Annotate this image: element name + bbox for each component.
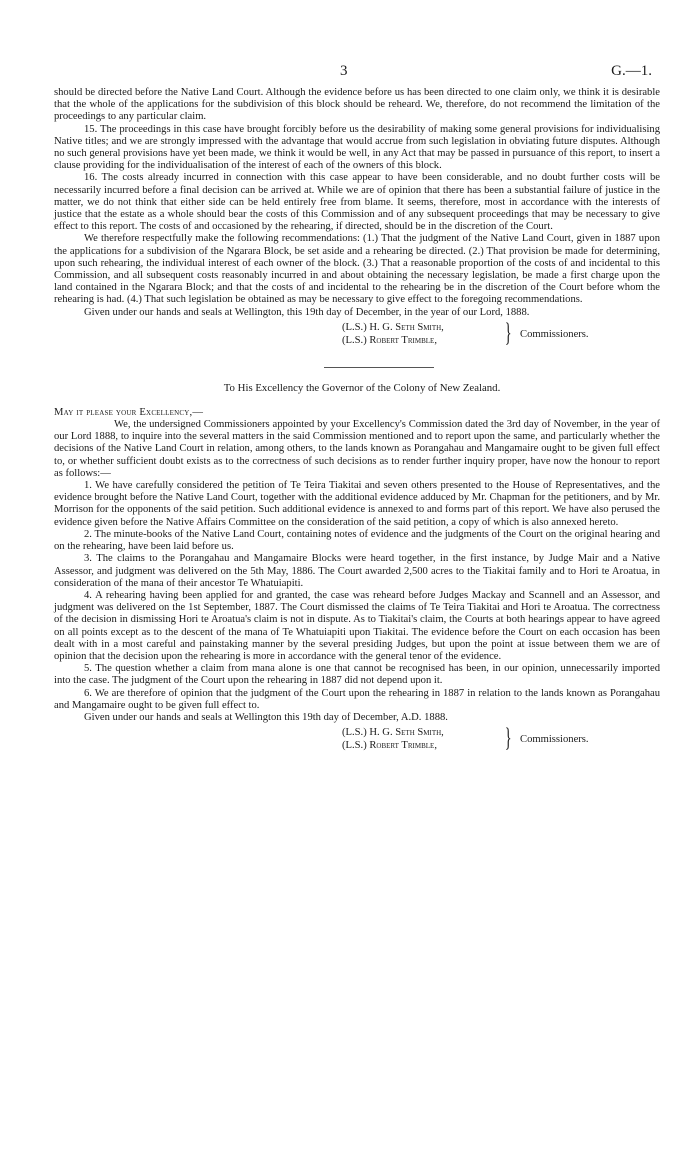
paragraph: 1. We have carefully considered the petition of Te Teira Tiakitai and seven others presented to the House of Representatives, and the evidence brought before the Native Land Court, together with the additional evidence adduced by Mr. Chapman for the petitioners, and by Mr. Morrison for the opponents of the said petition. Such additional evidence is annexed to and forms part of this report. We have also perused the evidence given before the Native Affairs Committee on the consideration of the said petition, a copy of which is also annexed hereto. xyxy=(54,480,660,528)
paragraph: We, the undersigned Commissioners appointed by your Excellency's Commission dated the 3rd day of November, in the year of our Lord 1888, to inquire into the several matters in the said Commission mentioned and to report upon the same, and particularly whether the decisions of the Native Land Court in relation, among others, to the lands known as Porangahau and Mangamaire ought to be given full effect to, or whether sufficient doubt exists as to the correctness of such decisions as to render further inquiry proper, have now the honour to report as follows:— xyxy=(54,419,660,479)
signatories xyxy=(342,726,444,752)
paragraph: should be directed before the Native Land Court. Although the evidence before us has been directed to one claim only, we think it is desirable that the whole of the applications for the subdivision of this block should be reheard. We, therefore, do not recommend the limitation of the proceedings to any particular claim. xyxy=(54,87,660,123)
paragraph: We therefore respectfully make the following recommendations: (1.) That the judgment of the Native Land Court, given in 1887 upon the applications for a subdivision of the Ngarara Block, be set aside and a rehearing be directed. (2.) That provision be made for determining, upon such rehearing, the individual interest of each owner of the block. (3.) That a reasonable proportion of the costs of and incidental to this Commission, and all subsequent costs reasonably incurred in and about obtaining the necessary legislation, be made a first charge upon the land contained in the Ngarara Block; and that the costs of and incidental to the rehearing be in the discretion of the Court before whom the rehearing is had. (4.) That such legislation be obtained as may be necessary to give effect to the foregoing recommendations. xyxy=(54,233,660,306)
signatory-line: (L.S.) H. G. Seth Smith, xyxy=(342,727,444,739)
paragraph: 15. The proceedings in this case have brought forcibly before us the desirability of making some general provisions for individualising Native titles; and we are strongly impressed with the advantage that would accrue from such legislation in obviating future disputes. Although no such general provisions have yet been made, we think it would be well, in any Act that may be passed in pursuance of this report, to insert a clause providing for the individualisation of the interest of each of the owners of this block. xyxy=(54,123,660,172)
signature-block xyxy=(54,317,660,349)
paragraph: 5. The question whether a claim from mana alone is one that cannot be recognised has been, in our opinion, unnecessarily imported into the case. The judgment of the Court upon the rehearing in 1887 did not depend upon it. xyxy=(54,663,660,687)
signature-block xyxy=(54,723,660,754)
address-line: To His Excellency the Governor of the Colony of New Zealand. xyxy=(223,381,501,394)
paragraph: Given under our hands and seals at Wellington, this 19th day of December, in the year of our Lord, 1888. xyxy=(84,306,530,318)
paragraph: 2. The minute-books of the Native Land Court, containing notes of evidence and the judgments of the Court on the original hearing and on the rehearing, have been laid before us. xyxy=(54,528,660,553)
paragraph: 4. A rehearing having been applied for and granted, the case was reheard before Judges Mackay and Scannell and an Assessor, and judgment was delivered on the 1st September, 1887. The Court dismissed the claims of Te Teira Tiakitai and Hori te Aroatua. The correctness of the decision in dismissing Hori te Aroatua's claim is not in dispute. As to Tiakitai's claim, the Courts at both hearings appear to have agreed on all points except as to the descent of the mana of Te Whatuiapiti upon Tiakitai. The evidence before the Court on each occasion has been dealt with in a most careful and painstaking manner by the several presiding Judges, but upon the point at issue between them we are of opinion that the decision upon the rehearing is more in accordance with the general tenor of the evidence. xyxy=(54,589,660,662)
paragraph: 3. The claims to the Porangahau and Mangamaire Blocks were heard together, in the first instance, by Judge Mair and a Native Assessor, and judgment was delivered on the 5th May, 1886. The Court awarded 2,500 acres to the Tiakitai family and to Hori te Aroatua, in consideration of the mana of their ancestor Te Whatuiapiti. xyxy=(54,553,660,589)
salutation: May it please your Excellency,— xyxy=(54,406,204,418)
brace-symbol: } xyxy=(504,317,512,347)
signatory-line: (L.S.) Robert Trimble, xyxy=(342,740,437,752)
report-section-porangahau xyxy=(54,407,660,754)
signatory-line: (L.S.) Robert Trimble, xyxy=(342,334,437,346)
paragraph: 6. We are therefore of opinion that the judgment of the Court upon the rehearing in 1887 in relation to the lands known as Porangahau and Mangamaire ought to be given full effect to. xyxy=(54,687,660,711)
signatory-line: (L.S.) H. G. Seth Smith, xyxy=(342,321,444,333)
page-number: 3 xyxy=(340,63,348,79)
paragraph: 16. The costs already incurred in connection with this case appear to have been considerable, and no doubt further costs will be necessarily incurred before a final decision can be arrived at. While we are of opinion that there has been a substantial failure of justice in the matter, we do not think that either side can be held entirely free from blame. It seems, therefore, most in accordance with the interests of justice that the estate as a whole should bear the costs of this Commission and of any subsequent proceedings that may be necessary to give effect to this report. The costs of and occasioned by the rehearing, if directed, should be in the discretion of the Court. xyxy=(54,172,660,233)
paragraph: Given under our hands and seals at Wellington this 19th day of December, A.D. 1888. xyxy=(84,711,448,723)
report-section-ngarara xyxy=(54,87,660,349)
document-reference: G.—1. xyxy=(611,63,652,79)
section-divider xyxy=(324,367,434,368)
brace-symbol: } xyxy=(504,723,512,753)
signatories xyxy=(342,321,444,347)
signatory-role: Commissioners. xyxy=(520,328,589,340)
signatory-role: Commissioners. xyxy=(520,734,589,746)
